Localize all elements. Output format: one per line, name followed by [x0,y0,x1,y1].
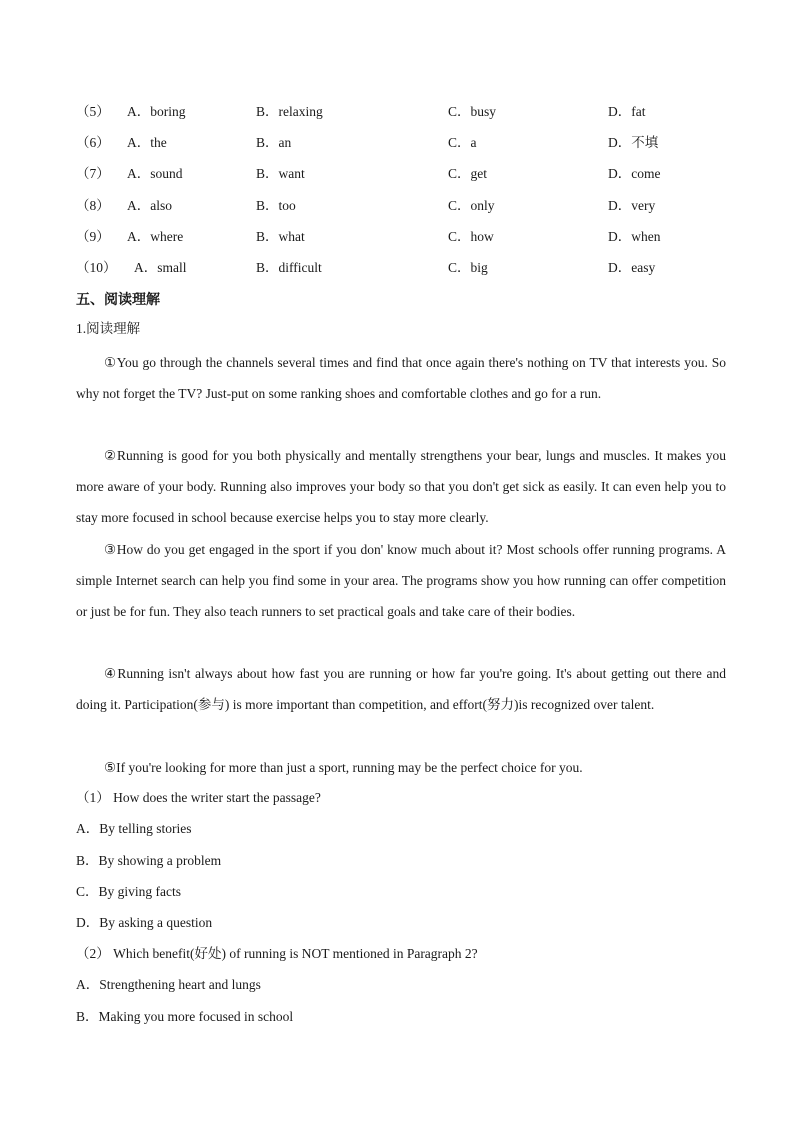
choice-a: A．boring [127,104,186,119]
choice-c: C．big [448,260,488,275]
question-number: （8） [76,198,110,213]
sub-heading: 1.阅读理解 [76,321,141,336]
choice-b: B．relaxing [256,104,323,119]
question-stem: （2） Which benefit(好处) of running is NOT mentioned in Paragraph 2? [76,946,478,961]
choice-a: A．also [127,198,172,213]
choice-b: B．an [256,135,292,150]
choice-c: C．get [448,166,487,181]
choice-b: B．what [256,229,305,244]
choice-c: C．a [448,135,477,150]
passage-paragraph: ④Running isn't always about how fast you are running or how far you're going. It's about getting out there and doing it. Participation(参与) is more important than competition, and effort(努力)is recognized over talent. [76,666,726,712]
question-stem: （1） How does the writer start the passage? [76,790,321,805]
choice-b: B．want [256,166,305,181]
question-number: （7） [76,166,110,181]
choice-d: D．when [608,229,661,244]
answer-choice: A．Strengthening heart and lungs [76,977,261,992]
answer-choice: D．By asking a question [76,915,213,930]
section-heading: 五、阅读理解 [76,292,160,308]
question-number: （5） [76,104,110,119]
answer-choice: A．By telling stories [76,821,192,836]
choice-c: C．busy [448,104,497,119]
choice-c: C．how [448,229,494,244]
choice-d: D．不填 [608,135,659,150]
choice-a: A．where [127,229,184,244]
choice-c: C．only [448,198,495,213]
passage-paragraph: ①You go through the channels several times and find that once again there's nothing on TV that interests you. So why not forget the TV? Just-put on some ranking shoes and comfortable clothes and go for a run. [76,355,726,401]
choice-a: A．sound [127,166,183,181]
choice-a: A．the [127,135,167,150]
choice-d: D．fat [608,104,646,119]
choice-d: D．easy [608,260,656,275]
choice-d: D．very [608,198,656,213]
choice-d: D．come [608,166,661,181]
question-number: （6） [76,135,110,150]
answer-choice: C．By giving facts [76,884,181,899]
passage-paragraph: ③How do you get engaged in the sport if you don' know much about it? Most schools offer running programs. A simple Internet search can help you find some in your area. The programs show you how running can offer competition or just be for fun. They also teach runners to set practical goals and take care of their bodies. [76,542,726,619]
answer-choice: B．Making you more focused in school [76,1009,294,1024]
choice-b: B．difficult [256,260,322,275]
choice-b: B．too [256,198,296,213]
passage-paragraph: ②Running is good for you both physically and mentally strengthens your bear, lungs and muscles. It makes you more aware of your body. Running also improves your body so that you don't get sick as easily. It can even help you to stay more focused in school because exercise helps you to stay more clearly. [76,448,726,525]
choice-a: A．small [134,260,187,275]
question-number: （9） [76,229,110,244]
question-number: （10） [76,260,117,275]
passage-paragraph: ⑤If you're looking for more than just a sport, running may be the perfect choice for you. [104,760,583,775]
answer-choice: B．By showing a problem [76,853,222,868]
